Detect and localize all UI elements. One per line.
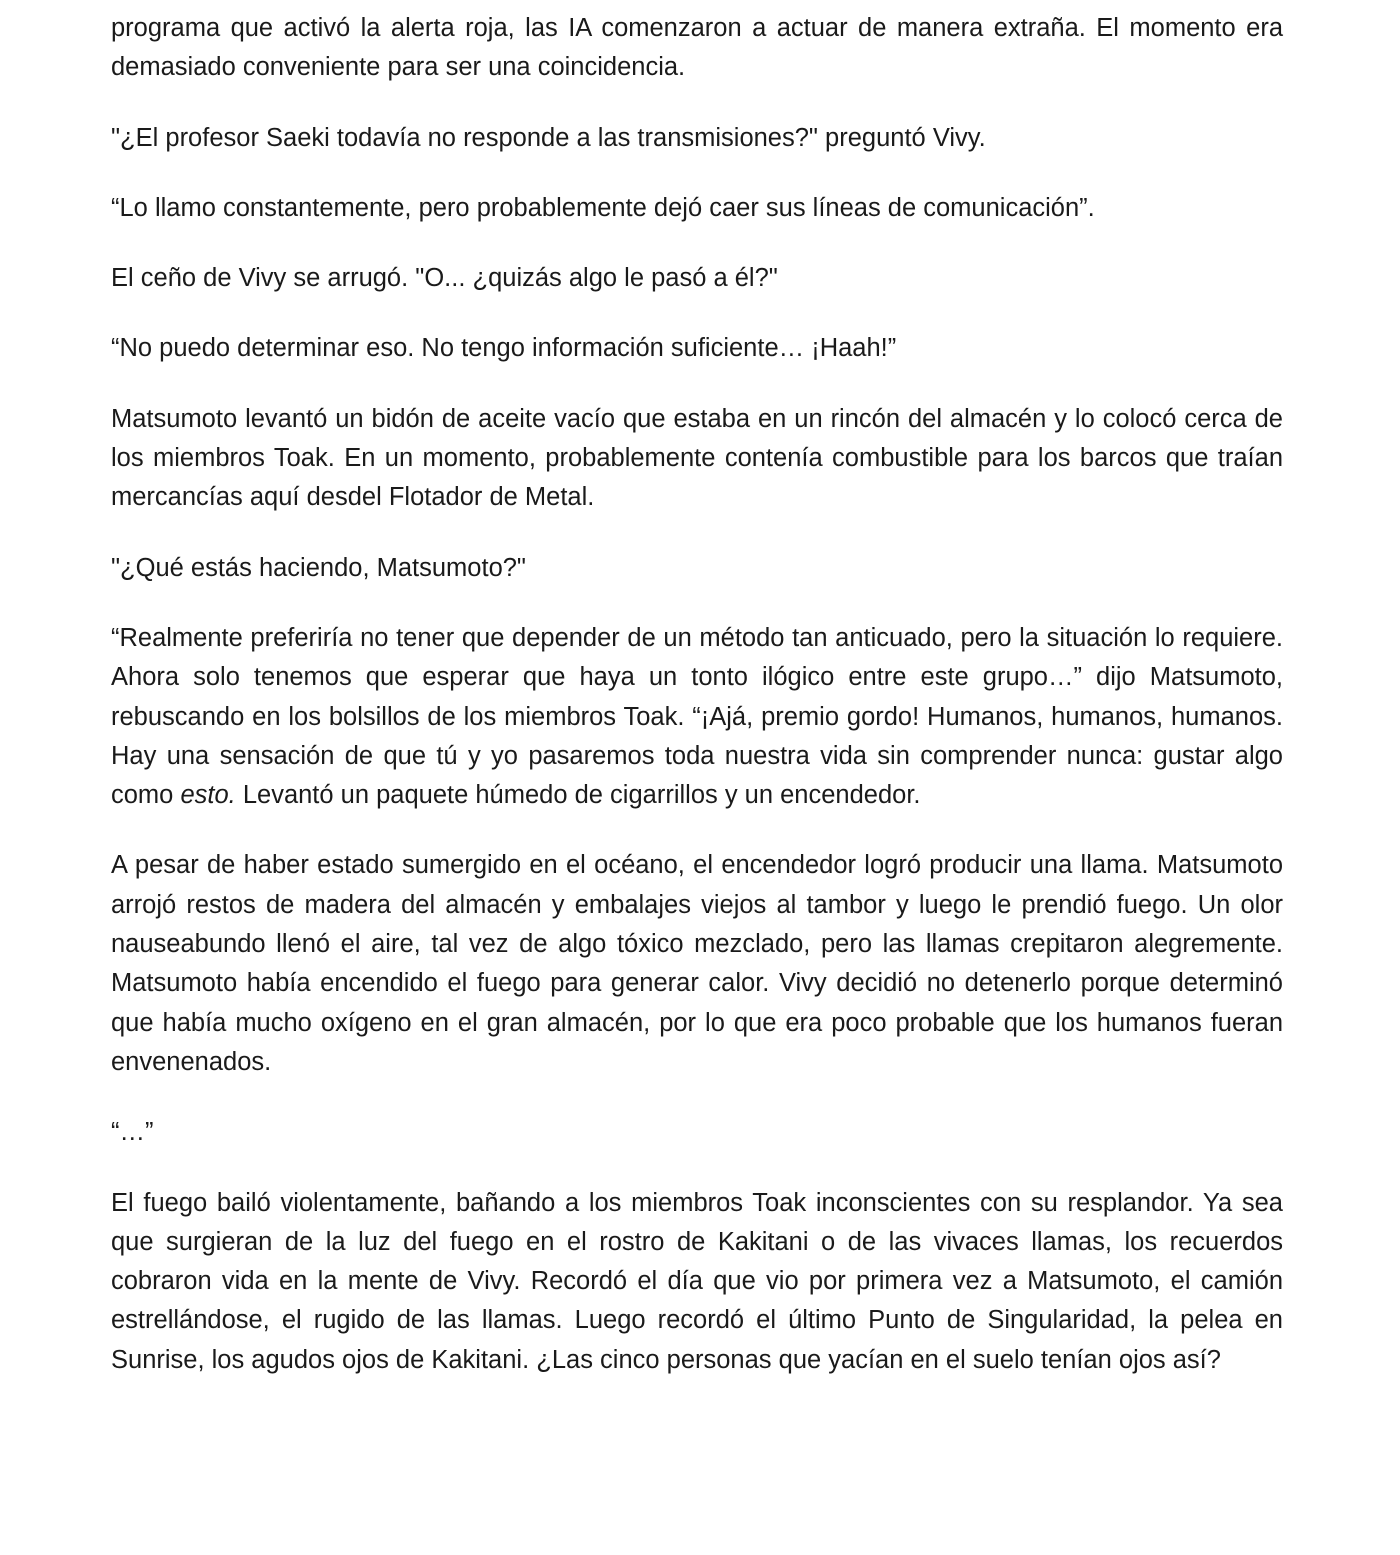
- paragraph-text: Levantó un paquete húmedo de cigarrillos y un encendedor.: [235, 781, 921, 810]
- paragraph: “Lo llamo constantemente, pero probablemente dejó caer sus líneas de comunicación”.: [111, 193, 1095, 222]
- paragraph: [111, 619, 1283, 815]
- document-page: [111, 9, 1283, 1411]
- paragraph: “No puedo determinar eso. No tengo información suficiente… ¡Haah!”: [111, 334, 897, 363]
- paragraph-text: “Realmente preferiría no tener que depender de un método tan anticuado, pero la situación lo requiere. Ahora solo tenemos que esperar que haya un tonto ilógico entre este grupo…” dijo Matsumoto, rebuscando en los bolsillos de los miembros Toak. “¡Ajá, premio gordo! Humanos, humanos, humanos. Hay una sensación de que tú y yo pasaremos toda nuestra vida sin comprender nunca: gustar algo como: [111, 623, 1283, 810]
- paragraph: “…”: [111, 1118, 154, 1147]
- paragraph: programa que activó la alerta roja, las IA comenzaron a actuar de manera extraña. El momento era demasiado conveniente para ser una coincidencia.: [111, 14, 1283, 82]
- paragraph: "¿El profesor Saeki todavía no responde a las transmisiones?" preguntó Vivy.: [111, 123, 986, 152]
- paragraph: El ceño de Vivy se arrugó. "O... ¿quizás algo le pasó a él?": [111, 264, 778, 293]
- paragraph: "¿Qué estás haciendo, Matsumoto?": [111, 553, 526, 582]
- paragraph: Matsumoto levantó un bidón de aceite vacío que estaba en un rincón del almacén y lo colocó cerca de los miembros Toak. En un momento, probablemente contenía combustible para los barcos que traían mercancías aquí desdel Flotador de Metal.: [111, 404, 1283, 512]
- emphasized-word: esto.: [180, 781, 236, 810]
- paragraph: A pesar de haber estado sumergido en el océano, el encendedor logró producir una llama. Matsumoto arrojó restos de madera del almacén y embalajes viejos al tambor y luego le prendió fuego. Un olor nauseabundo llenó el aire, tal vez de algo tóxico mezclado, pero las llamas crepitaron alegremente. Matsumoto había encendido el fuego para generar calor. Vivy decidió no detenerlo porque determinó que había mucho oxígeno en el gran almacén, por lo que era poco probable que los humanos fueran envenenados.: [111, 851, 1283, 1076]
- paragraph: El fuego bailó violentamente, bañando a los miembros Toak inconscientes con su resplandor. Ya sea que surgieran de la luz del fuego en el rostro de Kakitani o de las vivaces llamas, los recuerdos cobraron vida en la mente de Vivy. Recordó el día que vio por primera vez a Matsumoto, el camión estrellándose, el rugido de las llamas. Luego recordó el último Punto de Singularidad, la pelea en Sunrise, los agudos ojos de Kakitani. ¿Las cinco personas que yacían en el suelo tenían ojos así?: [111, 1188, 1283, 1374]
